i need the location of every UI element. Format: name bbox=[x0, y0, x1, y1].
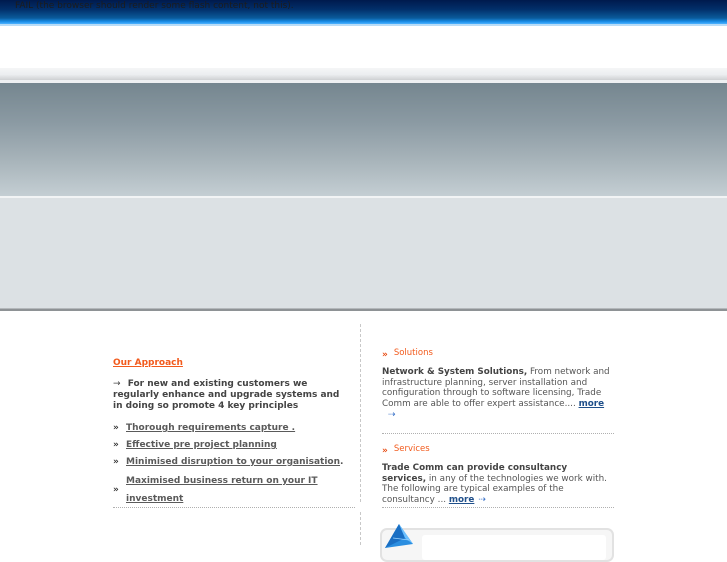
paper-plane-envelope-icon bbox=[383, 524, 415, 548]
solutions-divider bbox=[382, 433, 614, 434]
solutions-heading-text: Solutions bbox=[393, 348, 433, 358]
solutions-more-link[interactable]: more bbox=[578, 398, 605, 409]
approach-intro-text: For new and existing customers we regularly enhance and upgrade systems and in doing so promote 4 key principles bbox=[113, 379, 340, 411]
principle-link-planning[interactable]: Effective pre project planning bbox=[126, 440, 277, 450]
our-approach-link[interactable]: Our Approach bbox=[113, 358, 183, 368]
banner-gradient bbox=[0, 83, 727, 196]
principle-link-disruption[interactable]: Minimised disruption to your organisation bbox=[126, 457, 341, 467]
banner-lower-panel bbox=[0, 198, 727, 308]
contact-box-inner bbox=[422, 535, 606, 560]
principle-item bbox=[113, 456, 351, 468]
services-more-link[interactable]: more bbox=[448, 494, 475, 505]
contact-box[interactable] bbox=[380, 528, 614, 562]
double-chevron-icon: » bbox=[113, 484, 119, 495]
solutions-heading bbox=[382, 348, 614, 358]
principles-list bbox=[113, 422, 351, 508]
principle-item bbox=[113, 473, 351, 508]
double-chevron-icon: » bbox=[113, 457, 119, 467]
services-heading-text: Services bbox=[393, 444, 430, 454]
solutions-section bbox=[382, 348, 614, 420]
dashed-arrow-icon: ⇢ bbox=[478, 494, 486, 505]
solutions-lead: Network & System Solutions, bbox=[382, 367, 528, 377]
approach-section bbox=[113, 350, 351, 513]
flash-fallback-text: FAIL (the browser should render some flash content, not this). bbox=[15, 1, 294, 11]
services-heading bbox=[382, 444, 614, 454]
principle-item bbox=[113, 439, 351, 451]
double-chevron-icon: » bbox=[113, 423, 119, 433]
column-divider bbox=[360, 324, 361, 502]
services-section bbox=[382, 444, 614, 505]
arrow-right-icon: → bbox=[113, 379, 121, 389]
banner-border-dark bbox=[0, 309, 727, 311]
principle-suffix: . bbox=[340, 457, 344, 467]
dashed-arrow-icon: ⇢ bbox=[388, 410, 396, 420]
column-divider-lower bbox=[360, 512, 361, 545]
services-body bbox=[382, 463, 614, 505]
services-text: in any of the technologies we work with. The following are typical examples of the consultancy ... bbox=[382, 473, 607, 505]
principle-link-requirements[interactable]: Thorough requirements capture . bbox=[126, 423, 296, 433]
double-chevron-icon: » bbox=[113, 440, 119, 450]
left-divider bbox=[113, 507, 355, 508]
double-chevron-icon: » bbox=[382, 350, 388, 360]
header-white-band bbox=[0, 26, 727, 68]
solutions-body bbox=[382, 367, 614, 409]
solutions-text: From network and infrastructure planning, server installation and configuration through to software licensing, Trade Comm are able to offer expert assistance.... bbox=[382, 367, 610, 409]
approach-intro bbox=[113, 379, 351, 412]
principle-item bbox=[113, 422, 351, 434]
double-chevron-icon: » bbox=[382, 446, 388, 456]
principle-link-business-return[interactable]: Maximised business return on your IT investment bbox=[126, 476, 318, 504]
solutions-more-arrow[interactable] bbox=[382, 410, 614, 420]
services-divider bbox=[382, 507, 614, 508]
services-lead: Trade Comm can provide consultancy services, bbox=[382, 463, 568, 484]
flash-header-placeholder bbox=[0, 0, 727, 24]
